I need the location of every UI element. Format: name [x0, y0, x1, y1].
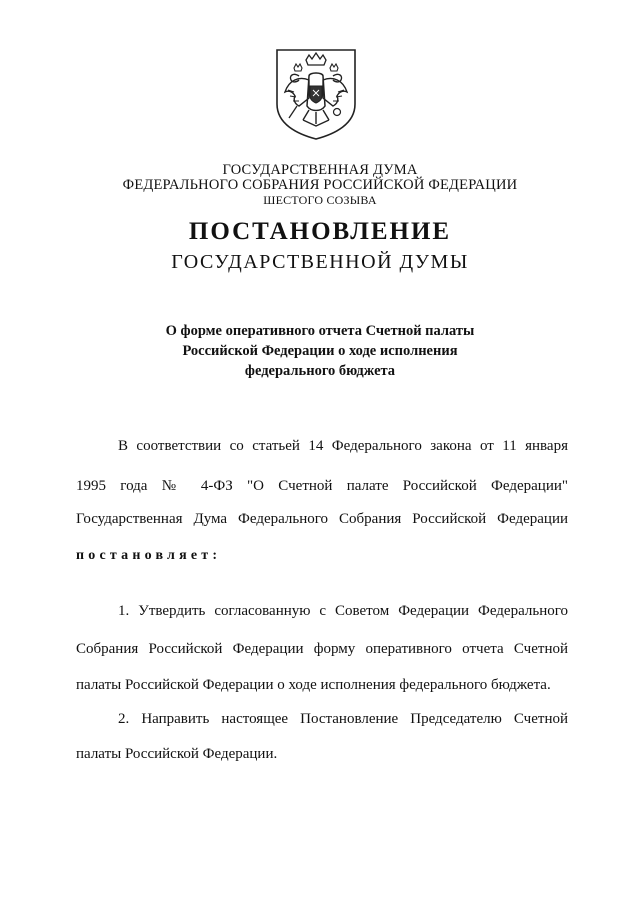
header-line-1: ГОСУДАРСТВЕННАЯ ДУМА — [222, 162, 418, 178]
decree-word: постановляет: — [76, 548, 222, 563]
item-2-line-1: 2. Направить настоящее Постановление Председателю Счетной — [118, 711, 568, 727]
item-1-line-3: палаты Российской Федерации о ходе исполнения федерального бюджета. — [76, 677, 551, 693]
header-line-3: ШЕСТОГО СОЗЫВА — [263, 193, 377, 207]
preamble-line-1: В соответствии со статьей 14 Федерального закона от 11 января — [118, 438, 568, 454]
document-type-title: ПОСТАНОВЛЕНИЕ — [188, 218, 452, 245]
document-issuer-title: ГОСУДАРСТВЕННОЙ ДУМЫ — [171, 251, 469, 273]
item-2-line-2: палаты Российской Федерации. — [76, 746, 278, 762]
coat-of-arms-emblem — [273, 46, 359, 142]
header-line-2: ФЕДЕРАЛЬНОГО СОБРАНИЯ РОССИЙСКОЙ ФЕДЕРАЦИИ — [122, 177, 518, 193]
preamble-line-2: 1995 года № 4-ФЗ "О Счетной палате Российской Федерации" — [76, 478, 568, 494]
subject-line-2: Российской Федерации о ходе исполнения — [182, 343, 458, 359]
subject-line-1: О форме оперативного отчета Счетной палаты — [165, 323, 475, 339]
item-1-line-1: 1. Утвердить согласованную с Советом Федерации Федерального — [118, 603, 568, 619]
preamble-line-3: Государственная Дума Федерального Собрания Российской Федерации — [76, 511, 568, 527]
item-1-line-2: Собрания Российской Федерации форму оперативного отчета Счетной — [76, 641, 568, 657]
subject-line-3: федерального бюджета — [244, 363, 396, 379]
